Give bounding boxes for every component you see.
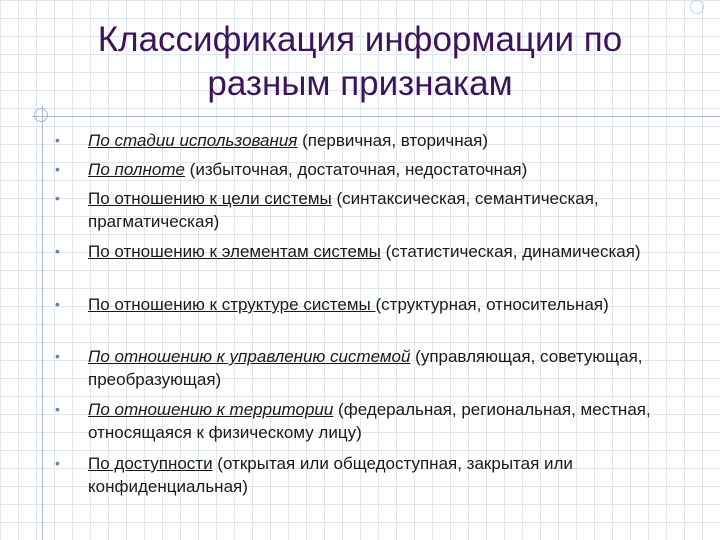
list-item-desc: (открытая или общедоступная, закрытая или конфиденциальная) [88, 454, 573, 496]
list-item-term: По полноте [88, 160, 185, 179]
list-item [55, 187, 698, 233]
list-item-term: По отношению к структуре системы [88, 295, 376, 314]
list-item-desc: (синтаксическая, семантическая, прагматическая) [88, 189, 599, 231]
crosshair-decoration [34, 108, 48, 122]
list-item [55, 240, 698, 263]
list-item-term: По отношению к управлению системой [88, 347, 411, 366]
bullet-icon: • [55, 161, 60, 177]
bullet-icon: • [55, 243, 60, 259]
list-item-term: По отношению к элементам системы [88, 242, 381, 261]
title-line-1: Классификация информации по [97, 20, 623, 59]
corner-decoration [690, 0, 704, 14]
bullet-icon: • [55, 132, 60, 148]
list-item [55, 129, 698, 152]
title-line-2: разным признакам [207, 64, 513, 103]
list-item [55, 345, 698, 391]
list-item-term: По отношению к территории [88, 400, 334, 419]
list-item-term: По отношению к цели системы [88, 189, 332, 208]
horizontal-rule [32, 116, 720, 117]
list-item-desc: (первичная, вторичная) [297, 131, 488, 150]
bullet-icon: • [55, 296, 60, 312]
list-item [55, 158, 698, 181]
list-item-desc: (структурная, относительная) [375, 295, 609, 314]
list-item-term: По стадии использования [88, 131, 298, 150]
list-item [55, 398, 698, 444]
list-item-desc: (управляющая, советующая, преобразующая) [88, 347, 643, 389]
bullet-icon: • [55, 401, 60, 417]
list-item [55, 293, 698, 316]
list-item-term: По доступности [88, 454, 213, 473]
list-item-desc: (федеральная, региональная, местная, относящаяся к физическому лицу) [88, 400, 651, 442]
bullet-icon: • [55, 348, 60, 364]
bullet-icon: • [55, 455, 60, 471]
list-item-desc: (избыточная, достаточная, недостаточная) [184, 160, 528, 179]
slide-title [40, 18, 680, 106]
vertical-rule [42, 106, 43, 540]
bullet-icon: • [55, 190, 60, 206]
list-item [55, 452, 698, 498]
list-item-desc: (статистическая, динамическая) [380, 242, 641, 261]
